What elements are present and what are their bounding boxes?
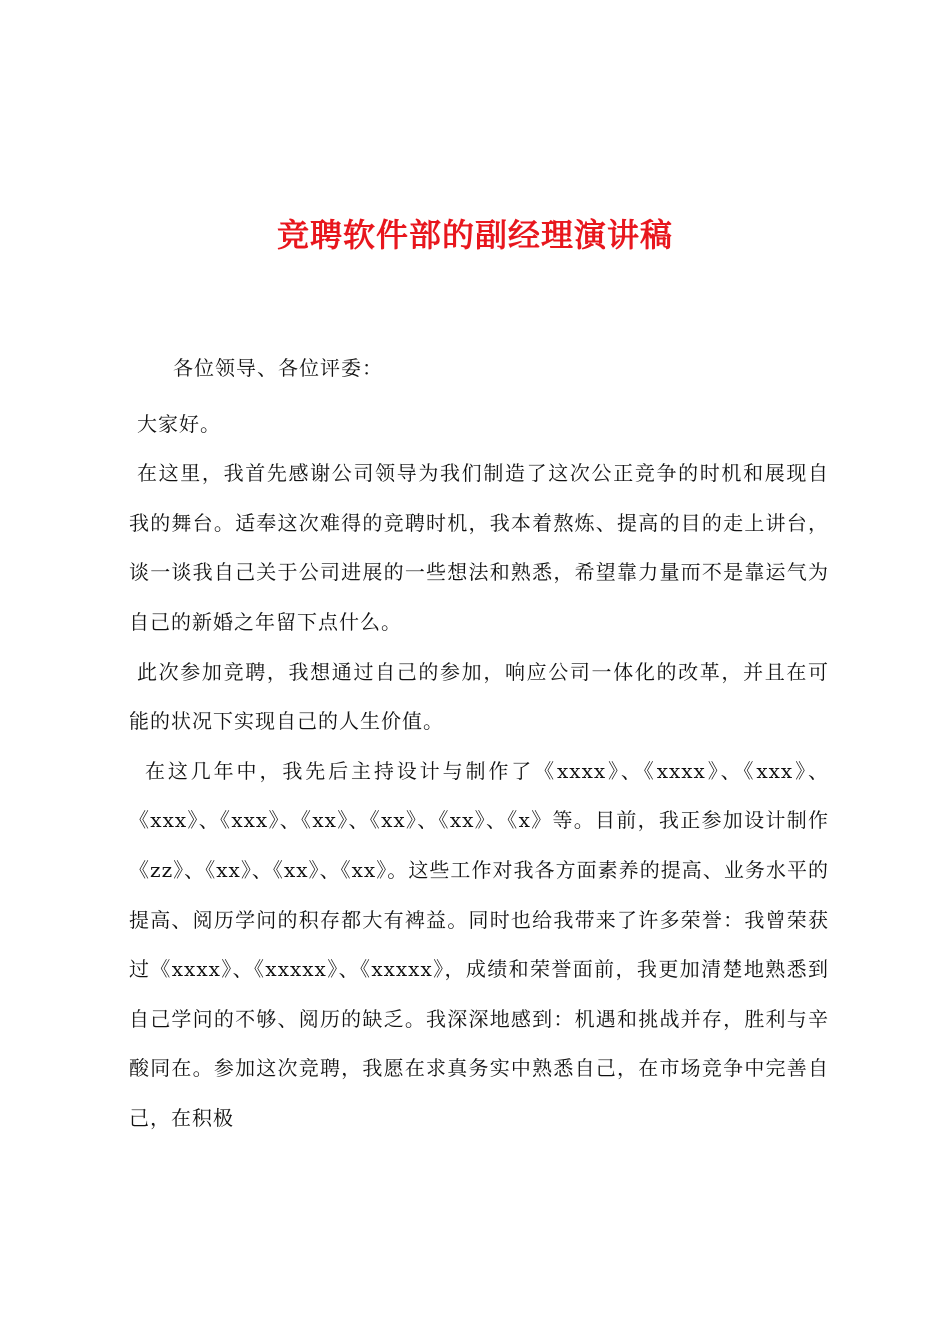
paragraph-2: 此次参加竞聘，我想通过自己的参加，响应公司一体化的改革，并且在可能的状况下实现自己的人生价值。 <box>129 659 829 734</box>
document-body <box>129 344 829 1144</box>
document-title: 竞聘软件部的副经理演讲稿 <box>276 216 673 254</box>
paragraph-1: 在这里，我首先感谢公司领导为我们制造了这次公正竞争的时机和展现自我的舞台。适奉这次难得的竞聘时机，我本着熬炼、提高的目的走上讲台，谈一谈我自己关于公司进展的一些想法和熟悉，希望靠力量而不是靠运气为自己的新婚之年留下点什么。 <box>129 461 829 634</box>
salutation: 各位领导、各位评委： <box>173 356 383 380</box>
greeting: 大家好。 <box>137 411 221 436</box>
paragraph-3: 在这几年中，我先后主持设计与制作了《xxxx》、《xxxx》、《xxx》、《xxx》、《xxx》、《xx》、《xx》、《xx》、《x》等。目前，我正参加设计制作《zz》、《xx》、《xx》、《xx》。这些工作对我各方面素养的提高、业务水平的提高、阅历学问的积存都大有裨益。同时也给我带来了许多荣誉：我曾荣获过《xxxx》、《xxxxx》、《xxxxx》，成绩和荣誉面前，我更加清楚地熟悉到自己学问的不够、阅历的缺乏。我深深地感到：机遇和挑战并存，胜利与辛酸同在。参加这次竞聘，我愿在求真务实中熟悉自己，在市场竞争中完善自己，在积极 <box>129 758 829 1130</box>
